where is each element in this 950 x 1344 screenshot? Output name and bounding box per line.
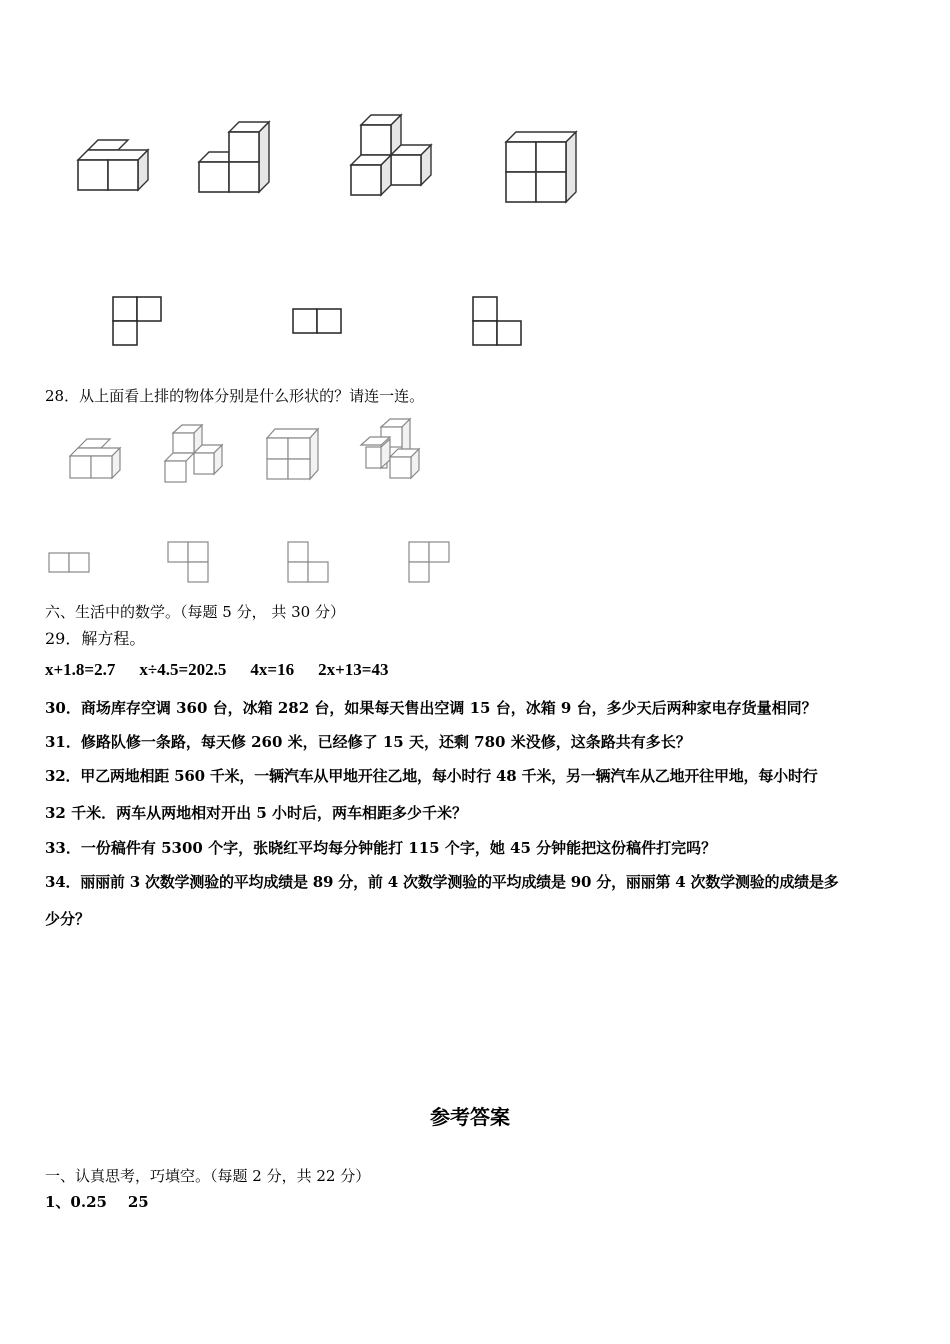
equation-2: x÷4.5=202.5 [139,660,227,679]
solid-d [506,132,576,202]
answers-title: 参考答案 [430,1105,510,1129]
top-views-figure [0,290,620,350]
q28-view-1 [49,553,89,572]
q28-solid-3 [267,429,318,479]
view-l-shape [113,297,161,345]
equation-1: x+1.8=2.7 [45,660,116,679]
question-30: 30．商场库存空调 360 台，冰箱 282 台，如果每天售出空调 15 台，冰箱 9 台，多少天后两种家电存货量相同？ [45,699,817,717]
solid-c [351,115,431,195]
equations-row [45,660,388,680]
q28-view-4 [409,542,449,582]
q28-solid-2 [165,425,222,482]
top-solids-figure [0,100,620,220]
solid-a [78,140,148,190]
question-31: 31．修路队修一条路，每天修 260 米，已经修了 15 天，还剩 780 米没修，这条路共有多长？ [45,733,691,751]
q28-view-2 [168,542,208,582]
q28-solid-4 [361,419,419,478]
q28-views-figure [0,535,460,590]
equation-3: 4x=16 [250,660,295,679]
q28-view-3 [288,542,328,582]
question-34-line-2: 少分？ [45,910,91,928]
section-6-heading: 六、生活中的数学。（每题 5 分， 共 30 分） [45,603,345,621]
question-29: 29．解方程。 [45,629,146,648]
q28-solids-figure [0,415,460,490]
q28-solid-1 [70,439,120,478]
question-34-line-1: 34．丽丽前 3 次数学测验的平均成绩是 89 分，前 4 次数学测验的平均成绩是 90 分，丽丽第 4 次数学测验的成绩是多 [45,873,839,891]
question-28: 28．从上面看上排的物体分别是什么形状的？请连一连。 [45,387,425,405]
view-two-squares [293,309,341,333]
question-32-line-2: 32 千米．两车从两地相对开出 5 小时后，两车相距多少千米？ [45,804,467,822]
solid-b [199,122,269,192]
answer-1: 1、0.25 25 [45,1193,149,1211]
question-33: 33．一份稿件有 5300 个字，张晓红平均每分钟能打 115 个字，她 45 分钟能把这份稿件打完吗？ [45,839,717,857]
equation-4: 2x+13=43 [318,660,389,679]
question-32-line-1: 32．甲乙两地相距 560 千米，一辆汽车从甲地开往乙地，每小时行 48 千米，另一辆汽车从乙地开往甲地，每小时行 [45,767,818,785]
answers-section-1-heading: 一、认真思考，巧填空。（每题 2 分，共 22 分） [45,1167,371,1185]
view-l-bottom [473,297,521,345]
